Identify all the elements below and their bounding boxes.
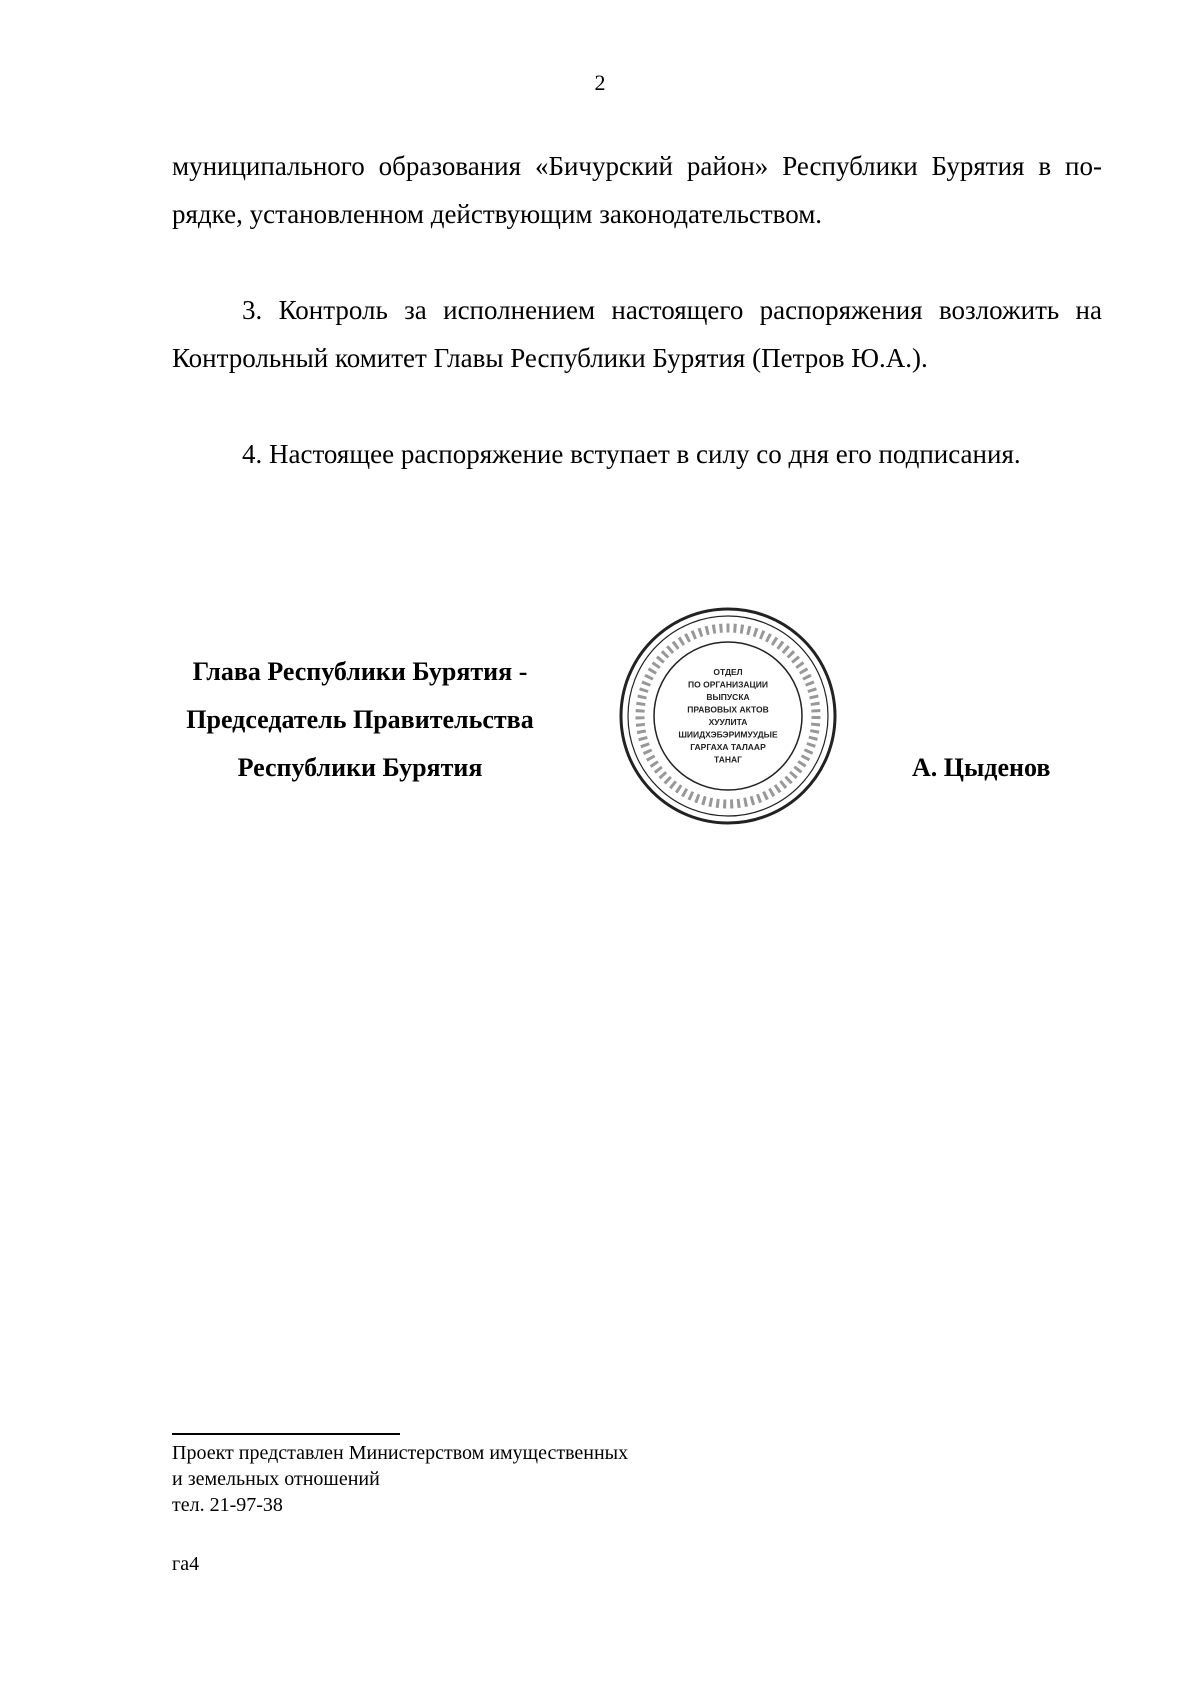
document-code: га4 xyxy=(172,1553,200,1575)
signatory-title xyxy=(160,648,560,792)
stamp-text-line: ВЫПУСКА xyxy=(706,692,750,702)
paragraph-3-line-2: Контрольный комитет Главы Республики Бурятия (Петров Ю.А.). xyxy=(172,343,928,373)
official-stamp-seal xyxy=(617,605,839,827)
stamp-text-line: ТАНАГ xyxy=(714,754,742,765)
signatory-name: А. Цыденов xyxy=(912,753,1051,782)
stamp-text-line: ПРАВОВЫХ АКТОВ xyxy=(687,704,769,715)
paragraph-3-line-1: 3. Контроль за исполнением настоящего распоряжения возложить на xyxy=(242,295,1102,325)
signatory-title-line-1: Глава Республики Бурятия - xyxy=(192,657,528,686)
footnote-divider xyxy=(172,1433,400,1435)
paragraph-4: 4. Настоящее распоряжение вступает в силу со дня его подписания. xyxy=(242,439,1021,469)
stamp-text-line: ШИИДХЭБЭРИМУУДЫЕ xyxy=(678,729,778,740)
paragraph-2-line-1: муниципального образования «Бичурский район» Республики Бурятия в по- xyxy=(172,151,1102,181)
paragraph-2-line-2: рядке, установленном действующим законодательством. xyxy=(172,199,823,229)
signatory-title-line-3: Республики Бурятия xyxy=(237,753,483,782)
footnote xyxy=(172,1440,628,1518)
stamp-text-line: ПО ОРГАНИЗАЦИИ xyxy=(688,679,768,690)
stamp-text-line: ХУУЛИТА xyxy=(708,717,748,727)
footnote-line-2: и земельных отношений xyxy=(172,1468,380,1490)
footnote-line-3: тел. 21-97-38 xyxy=(172,1494,283,1516)
stamp-text-line: ГАРГАХА ТАЛААР xyxy=(690,742,766,752)
footnote-line-1: Проект представлен Министерством имущественных xyxy=(172,1442,629,1464)
stamp-text-line: ОТДЕЛ xyxy=(713,667,743,677)
page-number: 2 xyxy=(594,70,606,95)
signatory-title-line-2: Председатель Правительства xyxy=(186,705,534,734)
